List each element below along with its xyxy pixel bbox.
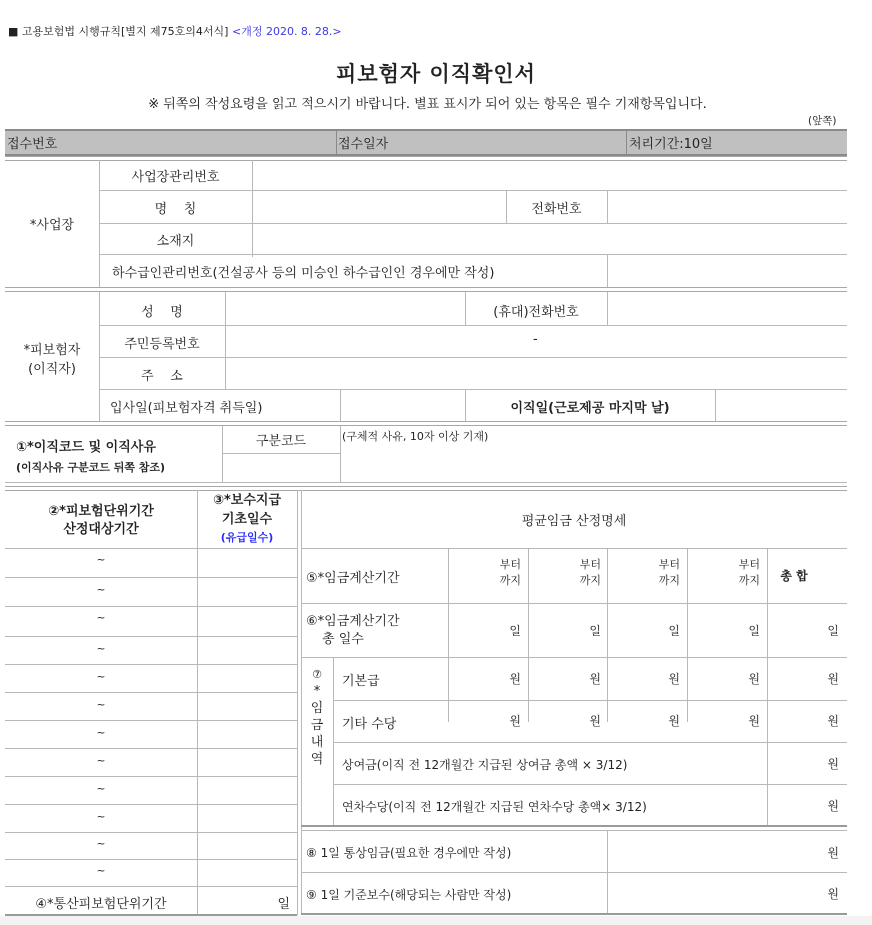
period-range: ~ xyxy=(96,584,106,596)
insured-address-field[interactable] xyxy=(226,358,847,388)
wage-days-label-2: 총 일수 xyxy=(322,632,364,647)
label-char: 역 xyxy=(310,752,324,767)
wage-period-sum-label: 총 합 xyxy=(780,569,808,583)
hire-date-label: 입사일(피보험자격 취득일) xyxy=(110,401,263,416)
won-unit: 원 xyxy=(827,846,839,860)
won-unit: 원 xyxy=(509,672,521,686)
ordinary-wage-field[interactable] xyxy=(608,831,847,871)
insured-mobile-field[interactable] xyxy=(608,293,847,324)
rrn-separator: - xyxy=(533,332,538,347)
receipt-date-field[interactable] xyxy=(380,131,620,152)
period-row[interactable] xyxy=(5,578,297,606)
receipt-date-label: 접수일자 xyxy=(338,137,389,152)
workplace-mgmt-no-field[interactable] xyxy=(253,161,847,189)
workplace-phone-label: 전화번호 xyxy=(531,202,582,217)
period-range: ~ xyxy=(96,699,106,711)
period-row[interactable] xyxy=(5,665,297,693)
period-col2-line3: (유급일수) xyxy=(220,531,274,544)
total-insured-period-field[interactable] xyxy=(198,887,278,914)
won-unit: 원 xyxy=(827,672,839,686)
period-range: ~ xyxy=(96,811,106,823)
day-unit: 일 xyxy=(668,624,680,638)
wage-period-cell-2[interactable] xyxy=(529,549,607,602)
reason-hint: (구체적 사유, 10자 이상 기재) xyxy=(342,430,489,443)
period-row[interactable] xyxy=(5,637,297,665)
insured-mobile-label: (휴대)전화번호 xyxy=(493,305,579,320)
won-unit: 원 xyxy=(668,714,680,728)
period-range: ~ xyxy=(96,612,106,624)
period-range: ~ xyxy=(96,643,106,655)
workplace-section-label: *사업장 xyxy=(29,218,75,233)
day-unit: 일 xyxy=(509,624,521,638)
wage-days-cell-3[interactable] xyxy=(608,604,686,656)
from-label: 부터 xyxy=(579,558,601,571)
insured-rrn-label: 주민등록번호 xyxy=(124,337,200,352)
to-label: 까지 xyxy=(738,574,760,587)
other-allowance-cell-4[interactable] xyxy=(688,701,766,741)
period-row[interactable] xyxy=(5,721,297,749)
page-title: 피보험자 이직확인서 xyxy=(336,62,536,86)
won-unit: 원 xyxy=(509,714,521,728)
insured-section-sub: (이직자) xyxy=(28,362,76,377)
period-row[interactable] xyxy=(5,607,297,635)
insured-name-label: 성 명 xyxy=(141,305,183,320)
won-unit: 원 xyxy=(748,672,760,686)
day-unit: 일 xyxy=(589,624,601,638)
page-bottom-edge xyxy=(0,916,872,925)
from-label: 부터 xyxy=(499,558,521,571)
from-label: 부터 xyxy=(658,558,680,571)
workplace-address-field[interactable] xyxy=(253,224,847,253)
period-range: ~ xyxy=(96,838,106,850)
classification-code-label: 구분코드 xyxy=(255,434,307,449)
period-range: ~ xyxy=(96,727,106,739)
basic-pay-label: 기본급 xyxy=(342,674,380,689)
period-range: ~ xyxy=(96,554,106,566)
wage-days-cell-4[interactable] xyxy=(688,604,766,656)
ordinary-wage-label: ⑧ 1일 통상임금(필요한 경우에만 작성) xyxy=(306,846,512,860)
period-row[interactable] xyxy=(5,833,297,861)
separation-code-sub: (이직사유 구분코드 뒤쪽 참조) xyxy=(16,461,166,474)
period-row[interactable] xyxy=(5,805,297,833)
annual-leave-total[interactable] xyxy=(768,785,847,824)
period-col1-line2: 산정대상기간 xyxy=(63,522,139,537)
receipt-number-label: 접수번호 xyxy=(7,137,58,152)
won-unit: 원 xyxy=(827,757,839,771)
wage-days-total[interactable] xyxy=(768,604,847,656)
period-row[interactable] xyxy=(5,749,297,777)
won-unit: 원 xyxy=(589,714,601,728)
won-unit: 원 xyxy=(827,714,839,728)
label-char: * xyxy=(313,684,321,699)
workplace-mgmt-no-label: 사업장관리번호 xyxy=(131,170,220,185)
base-pay-label: ⑨ 1일 기준보수(해당되는 사람만 작성) xyxy=(306,888,512,902)
won-unit: 원 xyxy=(827,887,839,901)
to-label: 까지 xyxy=(658,574,680,587)
basic-pay-total[interactable] xyxy=(768,658,847,699)
won-unit: 원 xyxy=(748,714,760,728)
basic-pay-cell-2[interactable] xyxy=(529,658,607,699)
classification-code-field[interactable] xyxy=(223,454,339,481)
wage-period-cell-4[interactable] xyxy=(688,549,766,602)
other-allowance-total[interactable] xyxy=(768,701,847,741)
separation-code-label: ①*이직코드 및 이직사유 xyxy=(16,440,156,455)
other-allowance-cell-1[interactable] xyxy=(449,701,527,741)
to-label: 까지 xyxy=(499,574,521,587)
label-char: 내 xyxy=(310,735,324,750)
period-row[interactable] xyxy=(5,860,297,886)
won-unit: 원 xyxy=(589,672,601,686)
workplace-phone-field[interactable] xyxy=(608,191,847,222)
period-row[interactable] xyxy=(5,693,297,721)
wage-detail-label xyxy=(301,666,333,768)
leave-date-label: 이직일(근로제공 마지막 날) xyxy=(510,401,670,416)
period-range: ~ xyxy=(96,755,106,767)
total-insured-period-label: ④*통산피보험단위기간 xyxy=(35,897,167,912)
day-unit: 일 xyxy=(827,624,839,638)
insured-section-label: *피보험자 xyxy=(23,343,81,358)
period-range: ~ xyxy=(96,671,106,683)
law-reference xyxy=(8,23,342,39)
subcontractor-label: 하수급인관리번호(건설공사 등의 미승인 하수급인인 경우에만 작성) xyxy=(112,266,495,281)
from-label: 부터 xyxy=(738,558,760,571)
wage-period-cell-1[interactable] xyxy=(449,549,527,602)
insured-name-field[interactable] xyxy=(226,293,464,324)
bonus-label: 상여금(이직 전 12개월간 지급된 상여금 총액 × 3/12) xyxy=(342,758,628,772)
period-col2-line1: ③*보수지급 xyxy=(212,493,282,508)
period-row[interactable] xyxy=(5,549,297,577)
other-allowance-cell-3[interactable] xyxy=(608,701,686,741)
total-insured-period-unit: 일 xyxy=(277,897,290,912)
other-allowance-label: 기타 수당 xyxy=(342,717,397,732)
period-col2-line2: 기초일수 xyxy=(221,512,273,527)
wage-period-cell-3[interactable] xyxy=(608,549,686,602)
period-range: ~ xyxy=(96,783,106,795)
period-row[interactable] xyxy=(5,777,297,805)
hire-date-field[interactable] xyxy=(341,390,464,420)
other-allowance-cell-2[interactable] xyxy=(529,701,607,741)
workplace-address-label: 소재지 xyxy=(156,234,195,249)
base-pay-field[interactable] xyxy=(608,873,847,912)
wage-period-label: ⑤*임금계산기간 xyxy=(306,571,400,586)
law-reference-text: ■ 고용보험법 시행규칙[별지 제75호의4서식] xyxy=(8,25,229,38)
basic-pay-cell-3[interactable] xyxy=(608,658,686,699)
subcontractor-field[interactable] xyxy=(608,255,847,286)
workplace-name-label: 명 칭 xyxy=(154,202,197,217)
to-label: 까지 xyxy=(579,574,601,587)
period-range: ~ xyxy=(96,865,106,877)
period-col1-line1: ②*피보험단위기간 xyxy=(48,504,154,519)
wage-days-cell-1[interactable] xyxy=(449,604,527,656)
label-char: ⑦ xyxy=(312,668,322,681)
label-char: 임 xyxy=(310,701,324,716)
wage-days-cell-2[interactable] xyxy=(529,604,607,656)
revision-date: <개정 2020. 8. 28.> xyxy=(231,25,342,38)
insured-address-label: 주 소 xyxy=(141,369,183,384)
wage-days-label-1: ⑥*임금계산기간 xyxy=(306,614,400,629)
basic-pay-cell-4[interactable] xyxy=(688,658,766,699)
label-char: 금 xyxy=(310,718,324,733)
wage-section-title: 평균임금 산정명세 xyxy=(521,514,627,529)
annual-leave-label: 연차수당(이직 전 12개월간 지급된 연차수당 총액× 3/12) xyxy=(342,800,647,814)
won-unit: 원 xyxy=(668,672,680,686)
receipt-number-field[interactable] xyxy=(40,131,330,152)
notice-text: ※ 뒤쪽의 작성요령을 읽고 적으시기 바랍니다. 별표 표시가 되어 있는 항목은 필수 기재항목입니다. xyxy=(148,97,707,112)
bonus-total[interactable] xyxy=(768,743,847,783)
leave-date-field[interactable] xyxy=(716,390,847,420)
won-unit: 원 xyxy=(827,799,839,813)
workplace-name-field[interactable] xyxy=(253,191,505,222)
processing-period: 처리기간:10일 xyxy=(629,137,713,152)
page-side: (앞쪽) xyxy=(808,115,837,127)
separation-reason-field[interactable] xyxy=(341,442,847,481)
basic-pay-cell-1[interactable] xyxy=(449,658,527,699)
day-unit: 일 xyxy=(748,624,760,638)
